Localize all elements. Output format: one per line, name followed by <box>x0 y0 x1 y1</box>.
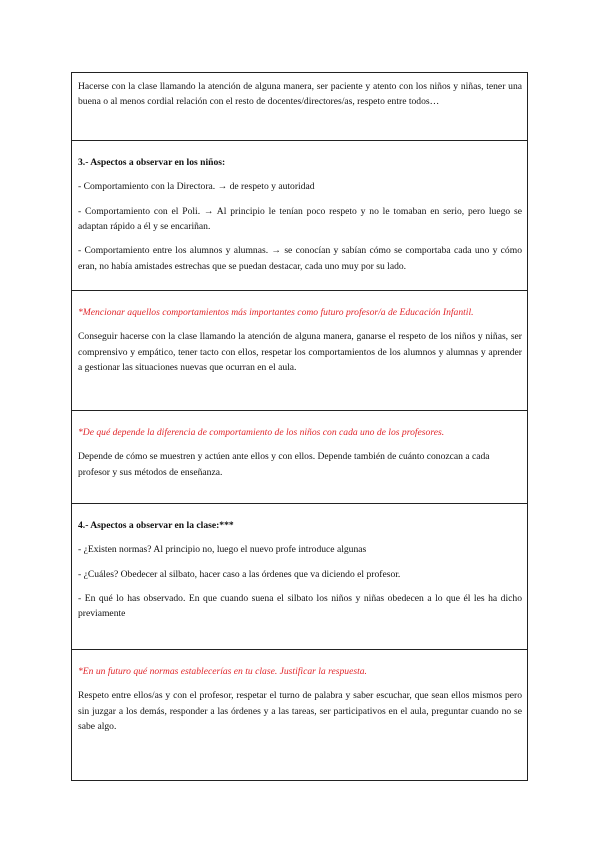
future-rules-cell <box>72 650 527 781</box>
question-prompt: *De qué depende la diferencia de comportamiento de los niños con cada uno de los profesores. <box>78 427 445 438</box>
important-behaviours-cell <box>72 291 527 411</box>
list-item: - Comportamiento con el Poli. → Al principio le tenían poco respeto y no le tomaban en serio, pero luego se adaptan rápido a él y se encariñan. <box>78 205 522 233</box>
question-prompt: *Mencionar aquellos comportamientos más importantes como futuro profesor/a de Educación Infantil. <box>78 307 474 318</box>
list-item: - ¿Cuáles? Obedecer al silbato, hacer caso a las órdenes que va diciendo el profesor. <box>78 568 401 580</box>
children-aspects-cell <box>72 141 527 291</box>
observation-table <box>71 72 528 781</box>
list-item: - En qué lo has observado. En que cuando suena el silbato los niños y niñas obedecen a lo que él les ha dicho previamente <box>78 593 522 620</box>
section-heading-children: 3.- Aspectos a observar en los niños: <box>78 157 226 168</box>
answer-paragraph: Depende de cómo se muestren y actúen ante ellos y con ellos. Depende también de cuánto conozcan a cada profesor y sus métodos de enseñanza. <box>78 451 490 478</box>
answer-paragraph: Respeto entre ellos/as y con el profesor, respetar el turno de palabra y saber escuchar, que sean ellos mismos pero sin juzgar a los demás, responder a las órdenes y a las tareas, ser participativos en el aula, preguntar cuando no se sabe algo. <box>78 690 522 733</box>
section-heading-class: 4.- Aspectos a observar en la clase:*** <box>78 520 234 531</box>
question-prompt: *En un futuro qué normas establecerías en tu clase. Justificar la respuesta. <box>78 666 367 677</box>
intro-paragraph: Hacerse con la clase llamando la atención de alguna manera, ser paciente y atento con los niños y niñas, tener una buena o al menos cordial relación con el resto de docentes/directores/as, respeto entre todos… <box>78 81 522 108</box>
answer-paragraph: Conseguir hacerse con la clase llamando la atención de alguna manera, ganarse el respeto de los niños y niñas, ser comprensivo y empático, tener tacto con ellos, respetar los comportamientos de los alumnos y alumnas y aprender a gestionar las situaciones nuevas que ocurran en el aula. <box>78 331 522 374</box>
list-item: - Comportamiento entre los alumnos y alumnas. → se conocían y sabían cómo se comportaba cada uno y cómo eran, no había amistades estrechas que se puedan destacar, cada uno muy por su lado. <box>78 245 522 272</box>
intro-cell <box>72 73 527 141</box>
list-item: - ¿Existen normas? Al principio no, luego el nuevo profe introduce algunas <box>78 544 367 556</box>
list-item: - Comportamiento con la Directora. → de respeto y autoridad <box>78 181 315 193</box>
behaviour-difference-cell <box>72 411 527 504</box>
class-aspects-cell <box>72 504 527 650</box>
